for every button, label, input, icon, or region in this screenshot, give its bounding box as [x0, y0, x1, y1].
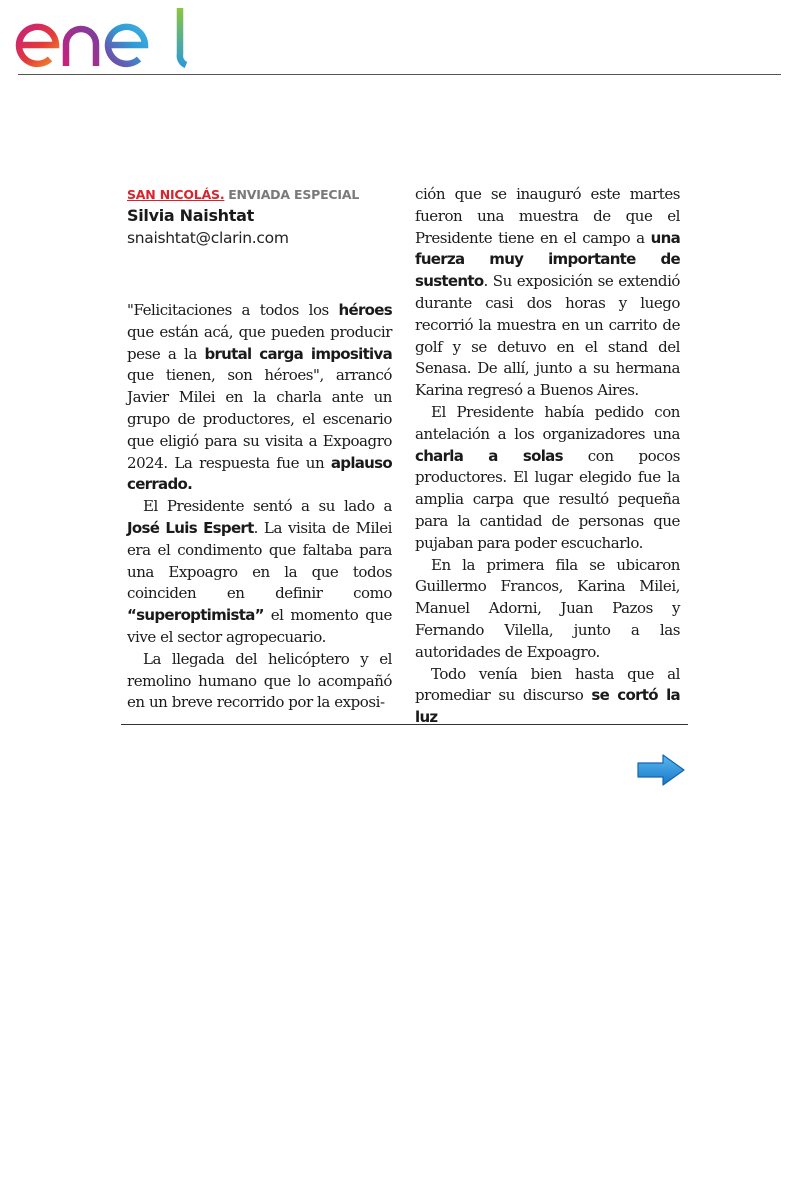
emphasis-text: se cortó la luz — [415, 686, 680, 727]
author-name: Silvia Naishtat — [127, 206, 254, 225]
emphasis-text: brutal carga impositiva — [204, 344, 392, 363]
paragraph — [127, 496, 392, 649]
body-text: el momento que vive el sector agropecuario. — [127, 606, 392, 646]
body-text: "Felicitaciones a todos los — [127, 301, 339, 319]
body-text: con pocos productores. El lugar elegido fue la amplia carpa que resultó pequeña para la cantidad de personas que pujaban para poder escucharlo. — [415, 446, 680, 552]
article — [120, 184, 688, 727]
header — [0, 0, 800, 76]
body-text: En la primera fila se ubicaron Guillermo Francos, Karina Milei, Manuel Adorni, Juan Pazos y Fernando Vilella, junto a las autoridades de Expoagro. — [415, 555, 680, 661]
body-text-left — [127, 300, 392, 714]
body-text: que tienen, son héroes", arrancó Javier Milei en la charla ante un grupo de productores, el escenario que eligió para su visita a Expoagro 2024. La respuesta fue un — [127, 366, 392, 472]
article-column-left — [127, 184, 392, 714]
enel-logo — [14, 2, 189, 72]
header-divider — [18, 74, 781, 75]
paragraph — [127, 649, 392, 714]
paragraph — [415, 402, 680, 555]
emphasis-text: héroes — [338, 301, 392, 319]
body-text: El Presidente había pedido con antelación a los organizadores una — [415, 402, 680, 443]
body-text: que están acá, que pueden producir pese a la — [127, 322, 392, 363]
emphasis-text: “superoptimista” — [127, 606, 264, 625]
body-text: . La visita de Milei era el condimento que faltaba para una Expoagro en la que todos coinciden en definir como — [127, 518, 392, 603]
kicker — [127, 185, 392, 204]
paragraph — [415, 664, 680, 729]
body-text: Todo venía bien hasta que al promediar su discurso — [415, 664, 680, 705]
arrow-right-icon[interactable] — [635, 752, 687, 788]
paragraph — [127, 300, 392, 496]
body-text: La llegada del helicóptero y el remolino humano que lo acompañó en un breve recorrido por la exposi- — [127, 649, 392, 712]
emphasis-text: una fuerza muy importante de sustento — [415, 228, 680, 291]
body-text: El Presidente sentó a su lado a — [143, 497, 392, 516]
body-text: . Su exposición se extendió durante casi dos horas y luego recorrió la muestra en un carrito de golf y se detuvo en el stand del Senasa. De allí, junto a su hermana Karina regresó a Buenos Aires. — [415, 272, 680, 400]
paragraph — [415, 555, 680, 664]
author-email[interactable]: snaishtat@clarin.com — [127, 229, 289, 247]
emphasis-text: aplauso cerrado. — [127, 453, 392, 494]
article-column-right — [415, 184, 680, 729]
emphasis-text: charla a solas — [415, 446, 563, 465]
kicker-place: SAN NICOLÁS. — [127, 187, 225, 202]
paragraph-continued — [415, 184, 680, 402]
body-text: ción que se inauguró este martes fueron una muestra de que el Presidente tiene en el campo a — [415, 185, 680, 247]
kicker-section: ENVIADA ESPECIAL — [228, 187, 360, 202]
article-bottom-divider — [121, 724, 688, 725]
emphasis-text: José Luis Espert — [127, 518, 254, 537]
